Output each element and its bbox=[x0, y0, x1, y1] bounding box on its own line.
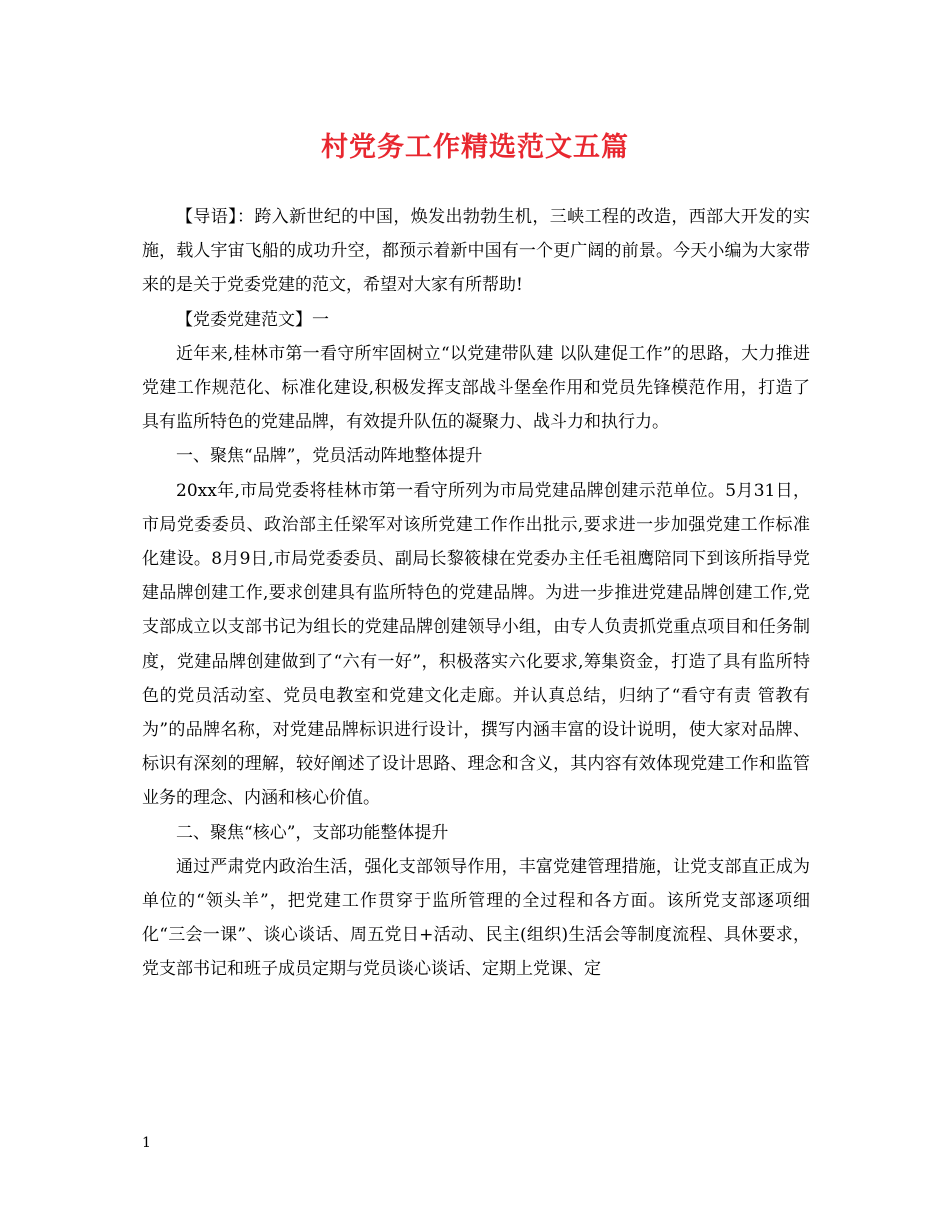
page-number: 1 bbox=[142, 1135, 151, 1151]
body-paragraph: 近年来,桂林市第一看守所牢固树立“以党建带队建 以队建促工作”的思路，大力推进党建工作规范化、标准化建设,积极发挥支部战斗堡垒作用和党员先锋模范作用，打造了具有监所特色的党建品牌，有效提升队伍的凝聚力、战斗力和执行力。 bbox=[142, 343, 810, 433]
subsection-heading: 一、聚焦“品牌”，党员活动阵地整体提升 bbox=[176, 446, 483, 467]
document-title: 村党务工作精选范文五篇 bbox=[321, 132, 629, 163]
subsection-heading: 二、聚焦“核心”，支部功能整体提升 bbox=[176, 822, 449, 843]
body-paragraph: 通过严肃党内政治生活，强化支部领导作用，丰富党建管理措施，让党支部直正成为单位的“领头羊”，把党建工作贯穿于监所管理的全过程和各方面。该所党支部逐项细化“三会一课”、谈心谈话、周五党日+活动、民主(组织)生活会等制度流程、具休要求，党支部书记和班子成员定期与党员谈心谈话、定期上党课、定 bbox=[142, 856, 810, 980]
intro-paragraph: 【导语】：跨入新世纪的中国，焕发出勃勃生机，三峡工程的改造，西部大开发的实施，载人宇宙飞船的成功升空，都预示着新中国有一个更广阔的前景。今天小编为大家带来的是关于党委党建的范文，希望对大家有所帮助! bbox=[142, 207, 810, 296]
body-paragraph: 20xx年,市局党委将桂林市第一看守所列为市局党建品牌创建示范单位。5月31日，市局党委委员、政治部主任梁军对该所党建工作作出批示,要求进一步加强党建工作标准化建设。8月9日,市局党委委员、副局长黎筱棣在党委办主任毛祖鹰陪同下到该所指导党建品牌创建工作,要求创建具有监所特色的党建品牌。为进一步推进党建品牌创建工作,党支部成立以支部书记为组长的党建品牌创建领导小组，由专人负责抓党重点项目和任务制度，党建品牌创建做到了“六有一好”，积极落实六化要求,筹集资金，打造了具有监所特色的党员活动室、党员电教室和党建文化走廊。并认真总结，归纳了“看守有责 管教有为”的品牌名称，对党建品牌标识进行设计，撰写内涵丰富的设计说明，使大家对品牌、标识有深刻的理解，较好阐述了设计思路、理念和含义，其内容有效体现党建工作和监管业务的理念、内涵和核心价值。 bbox=[142, 480, 810, 809]
section-heading: 【党委党建范文】一 bbox=[176, 309, 329, 330]
document-body bbox=[142, 200, 810, 987]
